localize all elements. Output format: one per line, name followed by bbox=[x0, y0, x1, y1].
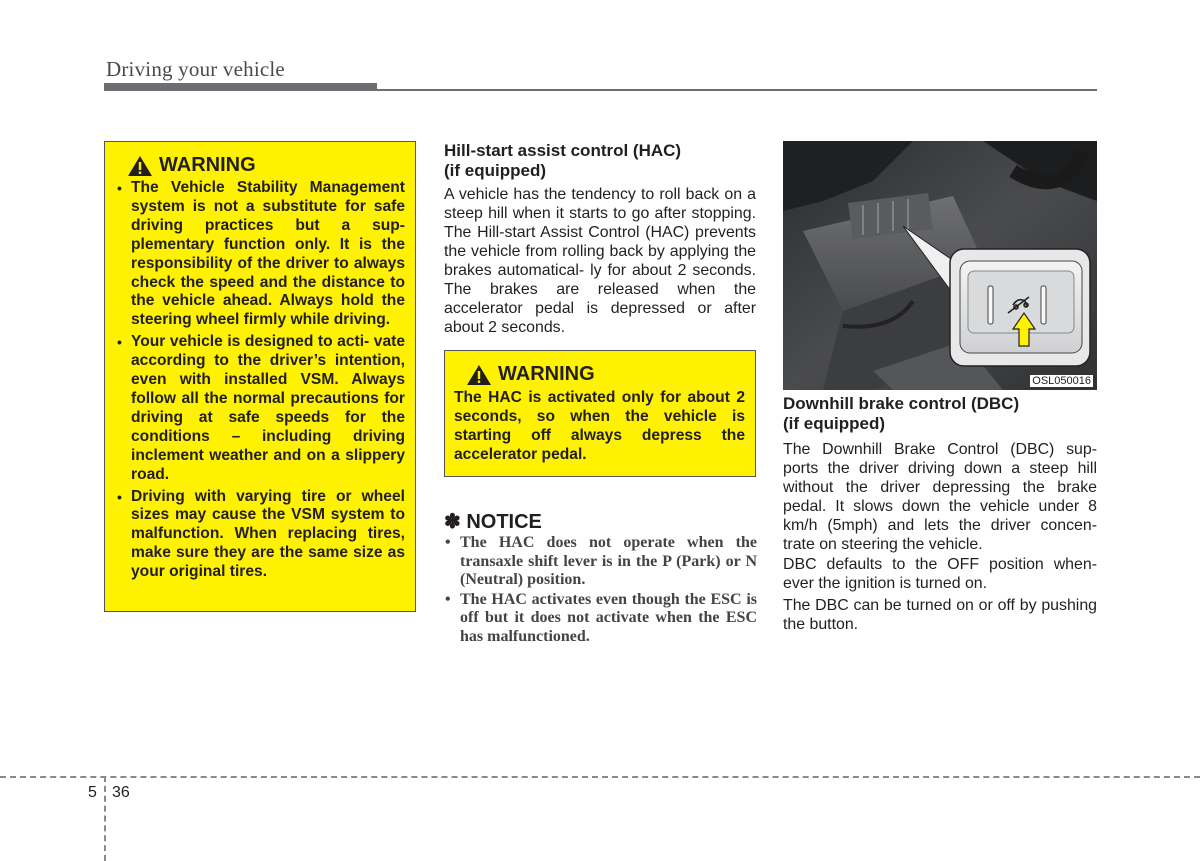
dashboard-photo bbox=[783, 141, 1097, 390]
warning-title: WARNING bbox=[159, 154, 256, 176]
warning-list bbox=[115, 179, 405, 582]
warning-text: The HAC is activated only for about 2 seconds, so when the vehicle is starting off always depress the accelerator pedal. bbox=[454, 389, 745, 463]
warning-triangle-icon bbox=[466, 364, 492, 386]
hac-body: A vehicle has the tendency to roll back on a steep hill when it starts to go after stopping. The Hill-start Assist Control (HAC) prevents the vehicle from rolling back by applying the brakes automatical- ly for about 2 seconds. The brakes are released when the accelerator pedal is depressed or after about 2 seconds. bbox=[444, 186, 756, 336]
notice-heading: ✽ NOTICE bbox=[444, 511, 542, 533]
dbc-heading-line1: Downhill brake control (DBC) bbox=[783, 394, 1020, 413]
dbc-heading-line2: (if equipped) bbox=[783, 414, 885, 433]
figure-caption: OSL050016 bbox=[1032, 375, 1091, 387]
hac-heading bbox=[444, 141, 756, 181]
notice-item: • The HAC activates even though the ESC is off but it does not activate when the ESC has malfunctioned. bbox=[444, 591, 757, 647]
footer-divider bbox=[104, 776, 106, 861]
warning-item: • The Vehicle Stability Management system is not a substitute for safe driving practices but a sup- plementary function only. It is the responsibility of the driver to always check the speed and the distance to the vehicle ahead. Always hold the steering wheel firmly while driving. bbox=[115, 179, 405, 330]
warning-triangle-icon bbox=[127, 155, 153, 177]
warning-heading bbox=[127, 154, 405, 177]
warning-title: WARNING bbox=[498, 363, 595, 385]
footer-rule bbox=[0, 776, 1200, 778]
hac-warning-box bbox=[444, 350, 756, 477]
header-rule-thick bbox=[104, 83, 377, 91]
dbc-button-illustration bbox=[783, 141, 1097, 390]
warning-item: • Driving with varying tire or wheel sizes may cause the VSM system to malfunction. When replacing tires, make sure they are the same size as your original tires. bbox=[115, 488, 405, 583]
warning-item: • Your vehicle is designed to acti- vate according to the driver’s intention, even with installed VSM. Always follow all the normal precautions for driving at safe speeds for the conditions – including driving inclement weather and on a slippery road. bbox=[115, 333, 405, 484]
header-rule-thin bbox=[377, 89, 1097, 91]
dbc-body-paragraph: The DBC can be turned on or off by pushing the button. bbox=[783, 597, 1097, 633]
hac-heading-line2: (if equipped) bbox=[444, 161, 546, 180]
hac-heading-line1: Hill-start assist control (HAC) bbox=[444, 141, 682, 160]
page-number: 36 bbox=[112, 784, 130, 801]
vsm-warning-box bbox=[104, 141, 416, 612]
notice-item: • The HAC does not operate when the transaxle shift lever is in the P (Park) or N (Neutral) position. bbox=[444, 534, 757, 590]
warning-heading bbox=[466, 363, 745, 386]
dbc-body-paragraph: The Downhill Brake Control (DBC) sup- ports the driver driving down a steep hill without the driver depressing the brake pedal. It slows down the vehicle under 8 km/h (5mph) and lets the driver concen- trate on steering the vehicle. bbox=[783, 441, 1097, 553]
notice-list bbox=[444, 534, 757, 648]
section-title: Driving your vehicle bbox=[106, 57, 285, 81]
chapter-number: 5 bbox=[88, 784, 97, 801]
dbc-heading bbox=[783, 394, 1097, 434]
dbc-body-paragraph: DBC defaults to the OFF position when- ever the ignition is turned on. bbox=[783, 556, 1097, 592]
